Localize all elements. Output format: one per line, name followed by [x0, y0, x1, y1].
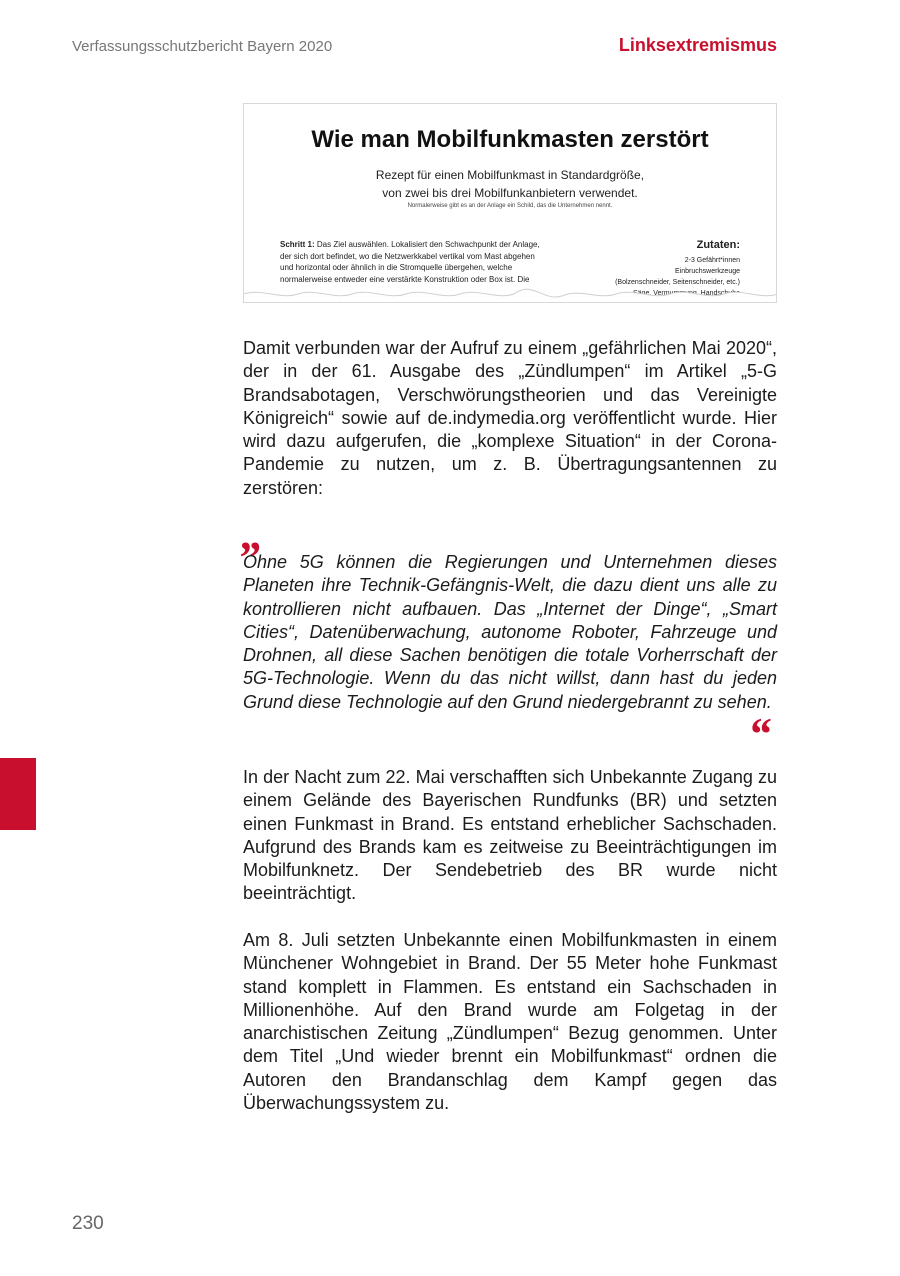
report-title: Verfassungsschutzbericht Bayern 2020: [72, 38, 333, 55]
clipping-note: Normalerweise gibt es an der Anlage ein Schild, das die Unternehmen nennt.: [407, 203, 613, 209]
clipping-step-label: Schritt 1:: [280, 240, 315, 249]
clipping-subtitle-line: Rezept für einen Mobilfunkmast in Standardgröße,: [375, 168, 645, 182]
ingredient-item: 2-3 Gefährt*innen: [684, 257, 740, 264]
page-number: 230: [72, 1213, 104, 1234]
quote-text: Ohne 5G können die Regierungen und Unternehmen dieses Planeten ihre Technik-Gefängnis-Welt, die dazu dient uns alle zu kontrollieren nicht aufbauen. Das „Internet der Dinge“, „Smart Cities“, Datenüberwachung, autonome Roboter, Fahrzeuge und Drohnen, all diese Sachen benötigen die totale Vorherrschaft der 5G-Technologie. Wenn du das nicht willst, dann hast du jeden Grund diese Technologie auf den Grund niedergebrannt zu sehen.: [243, 552, 777, 712]
paragraph-may-incident: In der Nacht zum 22. Mai verschafften sich Unbekannte Zugang zu einem Gelände des Bayerischen Rundfunks (BR) und setzten einen Funkmast in Brand. Es entstand erheblicher Sachschaden. Aufgrund des Brands kam es zeitweise zu Beeinträchtigungen im Mobilfunknetz. Der Sendebetrieb des BR wurde nicht beeinträchtigt.: [243, 767, 777, 904]
section-marker-tab: [0, 758, 36, 830]
section-title: Linksextremismus: [618, 35, 777, 55]
clipping-subtitle: [244, 166, 776, 202]
newspaper-clipping: [243, 103, 777, 303]
quote-open-mark: „: [241, 508, 264, 559]
clipping-subtitle-line: von zwei bis drei Mobilfunkanbietern verwendet.: [382, 186, 638, 200]
clipping-step-body: Das Ziel auswählen. Lokalisiert den Schwachpunkt der Anlage, der sich dort befindet, wo die Netzwerkkabel vertikal vom Mast abgehen und horizontal oder ähnlich in die Stromquelle übergehen, welche normalerweise entweder eine verstärkte Konstruktion oder Box ist. Die: [280, 240, 540, 284]
paragraph-july-incident: Am 8. Juli setzten Unbekannte einen Mobilfunkmasten in einem Münchener Wohngebiet in Brand. Der 55 Meter hohe Funkmast stand komplett in Flammen. Es entstand ein Sachschaden in Millionenhöhe. Auf den Brand wurde am Folgetag in der anarchistischen Zeitung „Zündlumpen“ Bezug genommen. Unter dem Titel „Und wieder brennt ein Mobilfunkmast“ ordnen die Autoren den Brandanschlag dem Kampf gegen das Überwachungssystem zu.: [243, 930, 777, 1114]
ingredient-item: Einbruchswerkzeuge: [675, 268, 740, 275]
quote-close-mark: “: [748, 708, 771, 759]
paragraph-intro: Damit verbunden war der Aufruf zu einem „gefährlichen Mai 2020“, der in der 61. Ausgabe des „Zündlumpen“ im Artikel „5-G Brandsabotagen, Verschwörungstheorien und das Vereinigte Königreich“ sowie auf de.indymedia.org veröffentlicht wurde. Hier wird dazu aufgerufen, die „komplexe Situation“ in der Corona-Pandemie zu nutzen, um z. B. Übertragungsantennen zu zerstören:: [243, 338, 777, 498]
ingredient-item: (Bolzenschneider, Seitenschneider, etc.): [615, 279, 740, 286]
clipping-headline: Wie man Mobilfunkmasten zerstört: [311, 126, 709, 153]
torn-edge: [244, 276, 777, 302]
ingredients-title: Zutaten:: [696, 239, 740, 251]
